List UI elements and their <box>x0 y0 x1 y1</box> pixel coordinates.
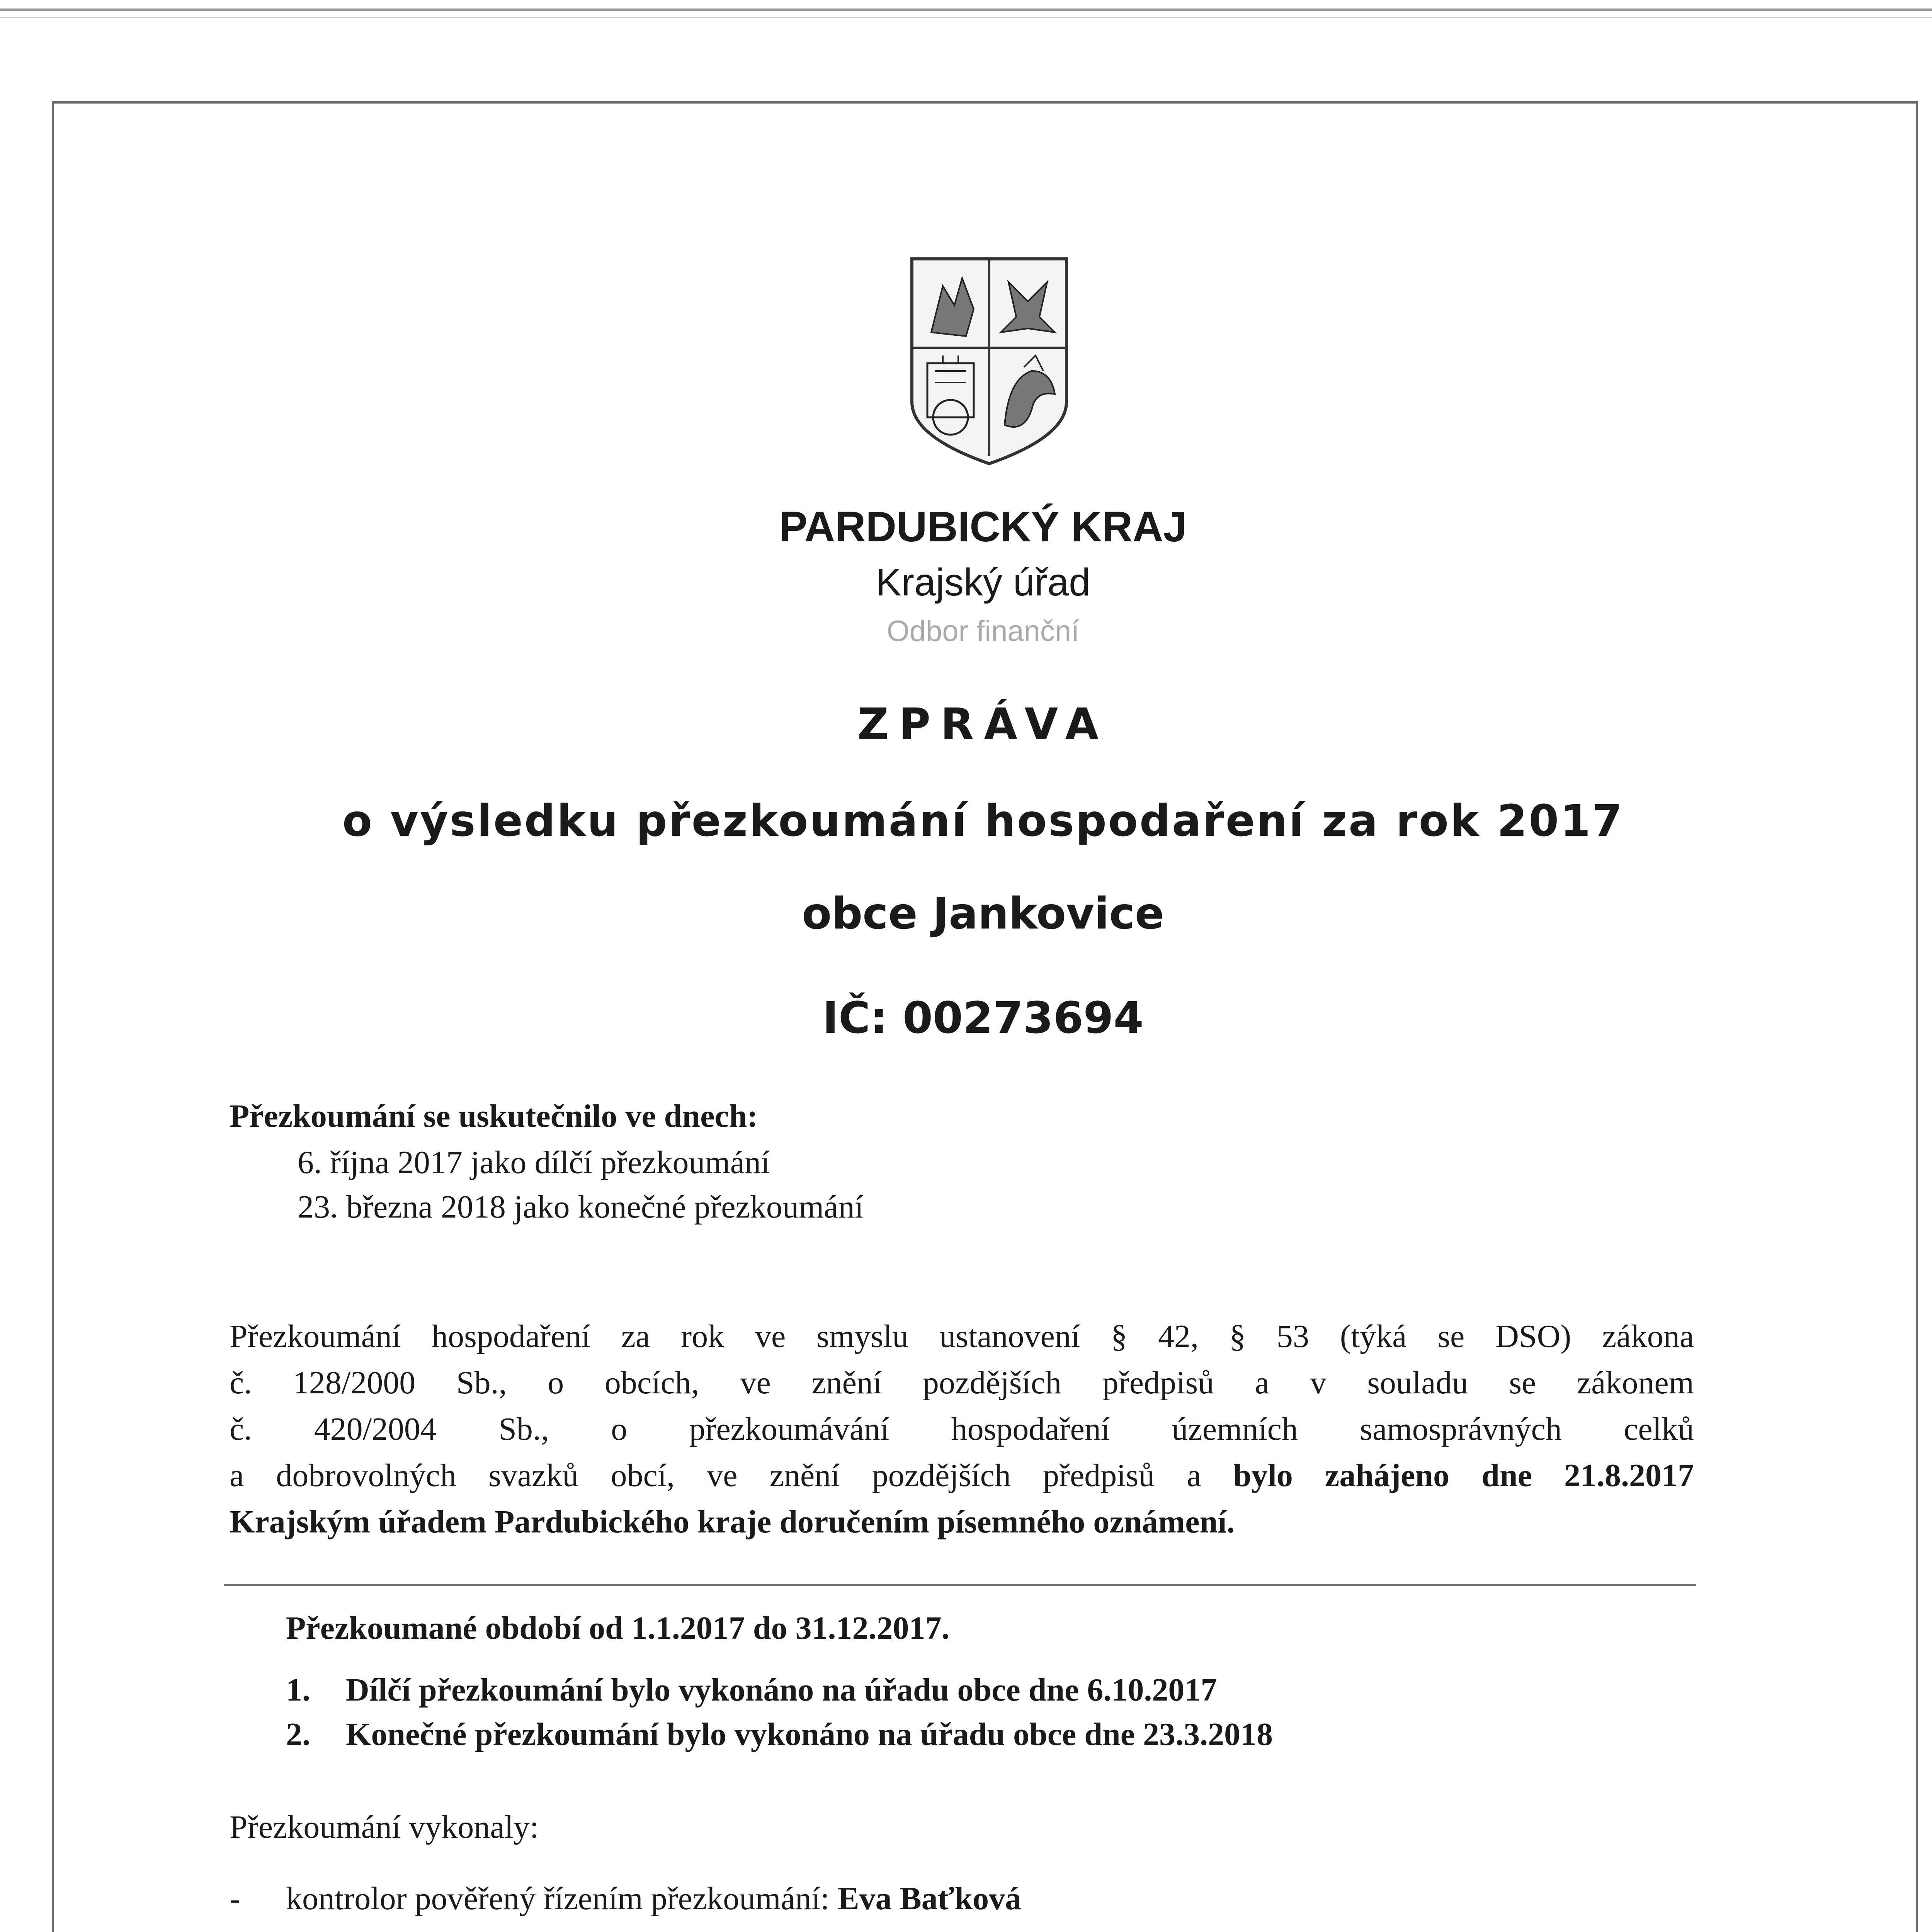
review-step-partial: Dílčí přezkoumání bylo vykonáno na úřadu obce dne 6.10.2017 <box>346 1672 1217 1708</box>
legal-paragraph-start-date: bylo zahájeno dne 21.8.2017 <box>1233 1458 1694 1493</box>
municipality-name: obce Jankovice <box>802 889 1164 939</box>
legal-paragraph-line <box>230 1457 1694 1494</box>
organization-name: PARDUBICKÝ KRAJ <box>779 503 1187 551</box>
lead-inspector-label: kontrolor pověřený řízením přezkoumání: <box>286 1881 838 1917</box>
legal-paragraph-line: č. 128/2000 Sb., o obcích, ve znění pozdějších předpisů a v souladu se zákonem <box>230 1365 1694 1401</box>
inspectors-heading: Přezkoumání vykonaly: <box>230 1809 539 1845</box>
list-dash: - <box>230 1881 240 1917</box>
legal-paragraph-text: a dobrovolných svazků obcí, ve znění pozdějších předpisů a <box>230 1458 1233 1493</box>
section-divider <box>224 1584 1696 1586</box>
legal-paragraph-line: Přezkoumání hospodaření za rok ve smyslu ustanovení § 42, § 53 (týká se DSO) zákona <box>230 1318 1694 1354</box>
review-period: Přezkoumané období od 1.1.2017 do 31.12.2017. <box>286 1610 950 1646</box>
scan-edge-line <box>0 9 1932 11</box>
identification-number: IČ: 00273694 <box>822 993 1144 1043</box>
scan-edge-line-secondary <box>0 17 1932 18</box>
review-step-number: 2. <box>286 1716 310 1752</box>
review-step-final: Konečné přezkoumání bylo vykonáno na úřadu obce dne 23.3.2018 <box>346 1716 1273 1752</box>
dates-heading: Přezkoumání se uskutečnilo ve dnech: <box>230 1098 758 1134</box>
review-step-number: 1. <box>286 1672 310 1708</box>
lead-inspector-name: Eva Baťková <box>837 1881 1022 1917</box>
coat-of-arms-icon <box>908 255 1070 468</box>
date-item-final: 23. března 2018 jako konečné přezkoumání <box>298 1189 864 1225</box>
lead-inspector <box>286 1880 1021 1917</box>
date-item-partial: 6. října 2017 jako dílčí přezkoumání <box>298 1145 770 1180</box>
document-title: ZPRÁVA <box>857 699 1109 750</box>
organization-office: Krajský úřad <box>876 561 1090 604</box>
organization-department: Odbor finanční <box>886 615 1080 648</box>
document-subtitle: o výsledku přezkoumání hospodaření za rok 2017 <box>342 796 1624 846</box>
legal-paragraph-line: č. 420/2004 Sb., o přezkoumávání hospodaření územních samosprávných celků <box>230 1411 1694 1447</box>
legal-paragraph-notice: Krajským úřadem Pardubického kraje doručením písemného oznámení. <box>230 1504 1235 1540</box>
